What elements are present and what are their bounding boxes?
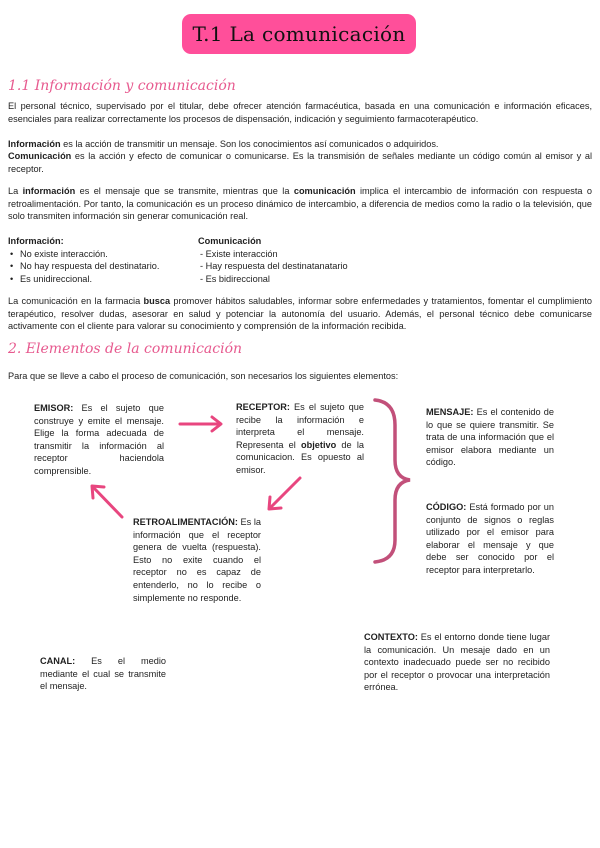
section-2-heading: 2. Elementos de la comunicación bbox=[8, 341, 243, 357]
text: promover hábitos saludables, informar sobre enfermedades y tratamientos, fomentar el cumplimiento terapéutico, resolver dudas, asesorar en salud y potenciar la autonomía del usuario. Además, el personal técnico debe comunicarse activamente con el cliente para valorar su conocimiento y comprensión de la información recibida. bbox=[8, 296, 593, 332]
text: de la comunicacion. Es opuesto al emisor. bbox=[236, 439, 364, 475]
element-receptor bbox=[236, 401, 364, 477]
text: Es el sujeto que recibe la información e interpreta el mensaje. Representa el bbox=[236, 402, 364, 450]
list-item: • No existe interacción. bbox=[8, 248, 198, 261]
text: La comunicación en la farmacia bbox=[8, 296, 144, 306]
text: es el mensaje que se transmite, mientras que la bbox=[75, 186, 294, 196]
text: La bbox=[8, 186, 23, 196]
text: Es el sujeto que construye y emite el mensaje. Elige la forma adecuada de transmitir la información al receptor haciendola comprensible. bbox=[34, 403, 164, 476]
term: CÓDIGO: bbox=[426, 502, 467, 512]
element-emisor bbox=[34, 402, 164, 478]
term: objetivo bbox=[301, 439, 337, 450]
definition-text: es la acción y efecto de comunicar o comunicarse. Es la transmisión de señales mediante un código común al emisor y al receptor. bbox=[8, 151, 592, 174]
page-title: T.1 La comunicación bbox=[192, 21, 406, 46]
list-item: - Existe interacción bbox=[200, 248, 278, 259]
text: Es el medio mediante el cual se transmite el mensaje. bbox=[40, 656, 166, 692]
brace-icon bbox=[375, 400, 410, 562]
column-title: Comunicación bbox=[198, 236, 262, 246]
term: información bbox=[22, 186, 76, 196]
text: Es el entorno donde tiene lugar la comunicación. Un mesaje dado en un contexto inadecuado puede ser no recibido por el receptor o provocar una interpretación errónea. bbox=[364, 632, 550, 693]
term: busca bbox=[143, 296, 171, 306]
element-contexto bbox=[364, 631, 550, 694]
list-item: • Es unidireccional. bbox=[8, 273, 198, 286]
term-comunicacion: Comunicación bbox=[8, 151, 72, 161]
term: RECEPTOR: bbox=[236, 402, 290, 412]
element-mensaje bbox=[426, 406, 554, 469]
term: comunicación bbox=[293, 186, 356, 196]
intro-paragraph: El personal técnico, supervisado por el titular, debe ofrecer atención farmacéutica, basada en una comunicación e información eficaces, esenciales para realizar correctamente los procesos de dispensación, indicación y seguimiento farmacoterapéutico. bbox=[8, 101, 592, 124]
term: MENSAJE: bbox=[426, 407, 474, 417]
text: implica el intercambio de información con respuesta o retroalimentación. Por tanto, la comunicación es un proceso dinámico de intercambio, a diferencia de medios como la radio o la televisión, que solo transmiten información sin generar comunicación real. bbox=[8, 186, 592, 222]
section-1-heading: 1.1 Información y comunicación bbox=[8, 78, 236, 94]
text: Es el contenido de lo que se quiere transmitir. Se trata de una información que el emisor elabora mediante un código. bbox=[426, 407, 554, 468]
column-title: Información: bbox=[8, 236, 64, 246]
list-item: - Es bidireccional bbox=[200, 273, 270, 284]
element-canal bbox=[40, 655, 166, 693]
term-informacion: Información bbox=[8, 139, 61, 149]
term: EMISOR: bbox=[34, 403, 74, 413]
arrow-retro-to-emisor bbox=[92, 486, 122, 517]
element-retroalimentacion bbox=[133, 516, 261, 604]
list-item: - Hay respuesta del destinatanatario bbox=[200, 261, 348, 272]
arrow-receptor-to-retro bbox=[269, 478, 300, 509]
text: Es la información que el receptor genera de vuelta (respuesta). Esto no exite cuando el receptor no es capaz de entenderlo, no lo recibe o simplemente no responde. bbox=[133, 517, 261, 603]
text: Está formado por un conjunto de signos o reglas utilizado por el emisor para elaborar el mensaje y que debe ser conocido por el receptor para interpretarlo. bbox=[426, 502, 554, 575]
arrow-emisor-to-receptor bbox=[180, 417, 221, 431]
element-codigo bbox=[426, 501, 554, 577]
term: CONTEXTO: bbox=[364, 632, 418, 642]
list-item: • No hay respuesta del destinatario. bbox=[8, 260, 198, 273]
term: CANAL: bbox=[40, 656, 76, 666]
definition-text: es la acción de transmitir un mensaje. Son los conocimientos así comunicados o adquiridos. bbox=[60, 139, 439, 149]
elements-intro: Para que se lleve a cabo el proceso de comunicación, son necesarios los siguientes elementos: bbox=[8, 371, 399, 381]
term: RETROALIMENTACIÓN: bbox=[133, 517, 238, 527]
